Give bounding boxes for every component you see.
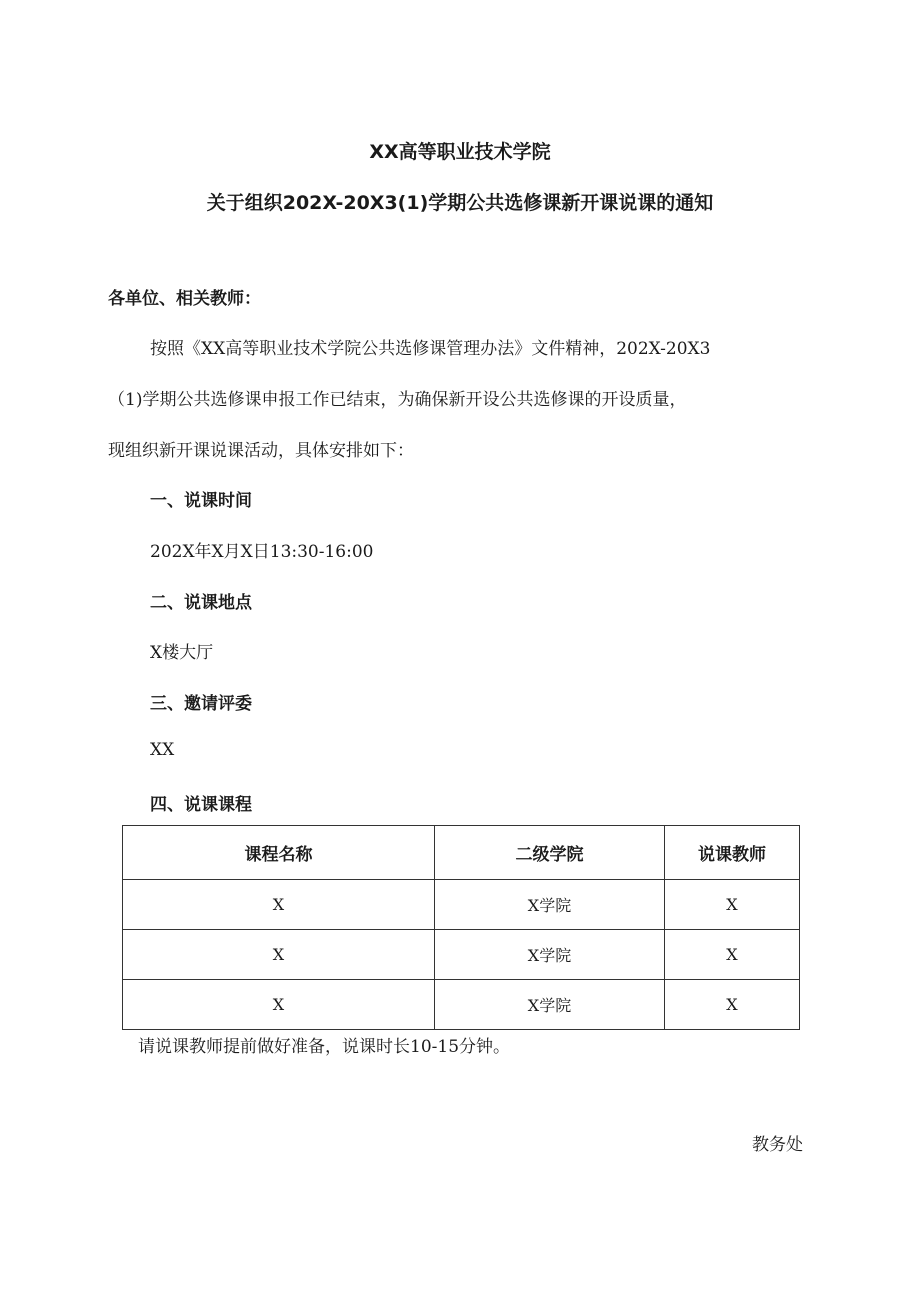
signature-office: 教务处: [752, 1135, 803, 1155]
cell-teacher: X: [665, 880, 800, 930]
cell-college: X学院: [435, 880, 665, 930]
section-value-location: X楼大厅: [150, 643, 214, 663]
document-title-notice: 关于组织202X-20X3(1)学期公共选修课新开课说课的通知: [206, 192, 714, 214]
course-table: [122, 825, 800, 1030]
closing-note: 请说课教师提前做好准备，说课时长10-15分钟。: [138, 1037, 511, 1057]
body-paragraph-line-3: 现组织新开课说课活动，具体安排如下：: [108, 441, 414, 461]
section-heading-time: 一、说课时间: [150, 491, 252, 511]
column-header-course-name: 课程名称: [123, 826, 435, 880]
column-header-teacher: 说课教师: [665, 826, 800, 880]
section-heading-judges: 三、邀请评委: [150, 694, 252, 714]
cell-teacher: X: [665, 930, 800, 980]
section-value-judges: XX: [150, 740, 175, 760]
section-heading-courses: 四、说课课程: [150, 795, 252, 815]
salutation: 各单位、相关教师：: [108, 289, 261, 309]
column-header-college: 二级学院: [435, 826, 665, 880]
cell-teacher: X: [665, 980, 800, 1030]
section-value-time: 202X年X月X日13:30-16:00: [150, 542, 374, 562]
document-title-school: XX高等职业技术学院: [369, 141, 551, 163]
cell-course-name: X: [123, 880, 435, 930]
section-heading-location: 二、说课地点: [150, 593, 252, 613]
body-paragraph-line-1: 按照《XX高等职业技术学院公共选修课管理办法》文件精神，202X-20X3: [150, 339, 711, 359]
body-paragraph-line-2: （1)学期公共选修课申报工作已结束，为确保新开设公共选修课的开设质量，: [108, 390, 687, 410]
table-header-row: [123, 826, 800, 880]
cell-college: X学院: [435, 980, 665, 1030]
cell-course-name: X: [123, 980, 435, 1030]
table-row: [123, 980, 800, 1030]
cell-course-name: X: [123, 930, 435, 980]
table-row: [123, 880, 800, 930]
cell-college: X学院: [435, 930, 665, 980]
table-row: [123, 930, 800, 980]
